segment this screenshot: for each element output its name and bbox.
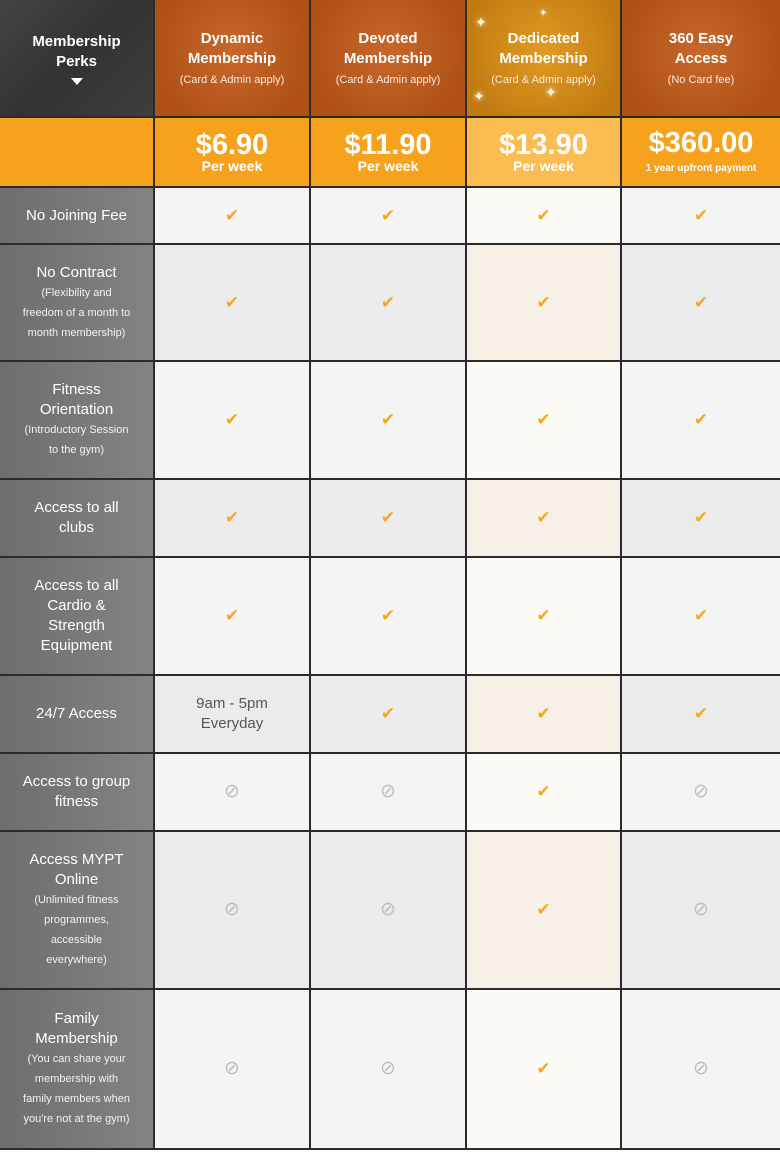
perk-description: (Unlimited fitness (34, 894, 119, 906)
plan-name: Membership (499, 49, 588, 67)
not-included-icon: ⊘ (380, 781, 396, 802)
perk-value-cell (467, 480, 622, 558)
perk-description: to the gym) (48, 444, 105, 456)
sparkle-icon: ✦ (539, 8, 548, 19)
perk-label-text: clubs (58, 519, 95, 536)
plan-note: (No Card fee) (667, 73, 735, 86)
checkmark-icon: ✔ (693, 508, 709, 527)
checkmark-icon: ✔ (536, 508, 551, 527)
sparkle-icon: ✦ (475, 14, 487, 30)
not-included-icon: ⊘ (693, 781, 709, 802)
checkmark-icon: ✔ (536, 292, 551, 312)
perk-value-cell (467, 754, 622, 832)
plan-name: Membership (343, 49, 433, 67)
perk-value-cell (311, 558, 467, 676)
perk-value-cell (155, 676, 311, 754)
checkmark-icon: ✔ (536, 410, 551, 429)
perk-label (0, 362, 155, 480)
not-included-icon: ⊘ (224, 1058, 240, 1079)
perk-value-cell (311, 676, 467, 754)
perk-value-cell (155, 558, 311, 676)
checkmark-icon: ✔ (536, 900, 551, 919)
perk-description: month membership) (27, 326, 126, 339)
not-included-icon: ⊘ (224, 781, 240, 802)
perk-value-cell (311, 245, 467, 362)
perk-value-cell (622, 480, 780, 558)
price-dedicated (467, 118, 622, 188)
not-included-icon: ⊘ (380, 1058, 396, 1079)
perk-value-cell (311, 832, 467, 990)
perk-value-cell (622, 188, 780, 245)
perk-value-cell (155, 754, 311, 832)
perk-label-text: 24/7 Access (36, 705, 117, 722)
price-amount: $6.90 (195, 129, 269, 161)
checkmark-icon: ✔ (536, 205, 551, 225)
perk-description: (You can share your (27, 1053, 126, 1065)
perk-value-cell (467, 558, 622, 676)
perk-value-cell (155, 832, 311, 990)
perk-description: everywhere) (46, 954, 107, 966)
perk-value-cell (311, 754, 467, 832)
perk-value-cell (622, 362, 780, 480)
perk-label (0, 832, 155, 990)
plan-header-360-easy-access[interactable] (622, 0, 780, 118)
perk-label (0, 754, 155, 832)
perk-value-cell (467, 188, 622, 245)
checkmark-icon: ✔ (693, 704, 709, 723)
perk-label (0, 990, 155, 1150)
checkmark-icon: ✔ (224, 508, 240, 527)
perk-value-cell (311, 362, 467, 480)
plan-header-devoted[interactable] (311, 0, 467, 118)
caret-down-icon[interactable] (71, 78, 83, 85)
perk-label-text: No Contract (36, 263, 117, 281)
perk-value-cell (311, 990, 467, 1150)
checkmark-icon: ✔ (693, 205, 709, 225)
plan-header-dedicated[interactable] (467, 0, 622, 118)
plan-note: (Card & Admin apply) (335, 73, 441, 86)
sparkle-icon: ✦ (473, 88, 485, 104)
plan-name: Devoted (358, 29, 418, 47)
plan-header-dynamic[interactable] (155, 0, 311, 118)
perks-title-line1: Membership (32, 32, 121, 50)
perk-description: (Introductory Session (24, 424, 129, 436)
perk-label-text: Cardio & (47, 597, 106, 614)
perk-value-cell (311, 188, 467, 245)
perk-label (0, 676, 155, 754)
plan-name: Access (674, 49, 728, 67)
checkmark-icon: ✔ (380, 704, 396, 723)
perk-value-cell (622, 832, 780, 990)
perk-label-text: Orientation (39, 401, 114, 418)
perk-label-text: Access MYPT (29, 851, 124, 868)
perk-description: family members when (23, 1093, 130, 1105)
perk-description: you're not at the gym) (23, 1113, 130, 1125)
not-included-icon: ⊘ (693, 1058, 709, 1079)
checkmark-icon: ✔ (380, 205, 396, 225)
perk-value-cell (622, 676, 780, 754)
perk-label (0, 245, 155, 362)
checkmark-icon: ✔ (380, 508, 396, 527)
plan-note: (Card & Admin apply) (179, 73, 285, 86)
perk-value-cell (467, 362, 622, 480)
checkmark-icon: ✔ (536, 1059, 551, 1078)
perk-value-cell (311, 480, 467, 558)
not-included-icon: ⊘ (693, 899, 709, 920)
checkmark-icon: ✔ (224, 292, 240, 312)
perk-label (0, 188, 155, 245)
perk-value-cell (622, 990, 780, 1150)
price-devoted (311, 118, 467, 188)
perk-value-cell (155, 990, 311, 1150)
checkmark-icon: ✔ (693, 410, 709, 429)
perk-value-cell (622, 754, 780, 832)
perk-value-cell (467, 245, 622, 362)
price-period: 1 year upfront payment (645, 163, 757, 174)
checkmark-icon: ✔ (224, 205, 240, 225)
perk-label (0, 558, 155, 676)
perk-label-text: Family (54, 1010, 99, 1027)
plan-note: (Card & Admin apply) (491, 73, 596, 86)
perk-label-text: Online (54, 871, 99, 888)
perk-value-cell (155, 362, 311, 480)
price-period: Per week (357, 158, 419, 174)
perk-label-text: Fitness (52, 381, 101, 398)
price-amount: $13.90 (499, 129, 588, 161)
perk-value-cell (622, 245, 780, 362)
checkmark-icon: ✔ (693, 606, 709, 625)
plan-name: 360 Easy (668, 29, 734, 47)
checkmark-icon: ✔ (380, 410, 396, 429)
perk-description: (Flexibility and (41, 286, 112, 299)
checkmark-icon: ✔ (536, 606, 551, 625)
perk-value-cell (467, 832, 622, 990)
price-dynamic (155, 118, 311, 188)
price-360-easy-access (622, 118, 780, 188)
price-amount: $360.00 (648, 127, 754, 159)
perk-label-text: Access to all (34, 577, 119, 594)
perk-label-text: fitness (54, 793, 99, 810)
perks-header[interactable] (0, 0, 155, 118)
perk-value-cell (622, 558, 780, 676)
perks-title-line2: Perks (56, 52, 97, 70)
perk-label-text: Access to group (22, 773, 131, 790)
checkmark-icon: ✔ (380, 606, 396, 625)
perk-value-cell (155, 188, 311, 245)
price-period: Per week (513, 158, 574, 174)
perk-label-text: Strength (48, 617, 105, 634)
perk-label-text: No Joining Fee (26, 206, 127, 224)
plan-name: Dedicated (507, 29, 580, 47)
checkmark-icon: ✔ (536, 704, 551, 723)
perk-description: freedom of a month to (22, 306, 131, 319)
perk-description: membership with (34, 1073, 119, 1085)
perk-label-text: Equipment (40, 637, 113, 654)
perk-value-text: Everyday (200, 715, 264, 732)
price-period: Per week (201, 158, 263, 174)
checkmark-icon: ✔ (224, 606, 240, 625)
price-row-spacer (0, 118, 155, 188)
perk-label-text: Membership (35, 1030, 118, 1047)
perk-value-cell (155, 480, 311, 558)
not-included-icon: ⊘ (380, 899, 396, 920)
perk-label (0, 480, 155, 558)
perk-description: accessible (50, 934, 103, 946)
perk-description: programmes, (44, 914, 109, 926)
checkmark-icon: ✔ (693, 292, 709, 312)
perk-label-text: Access to all (34, 499, 119, 516)
checkmark-icon: ✔ (380, 292, 396, 312)
checkmark-icon: ✔ (536, 782, 551, 801)
plan-name: Dynamic (200, 29, 264, 47)
perk-value-text: 9am - 5pm (196, 695, 268, 712)
plan-name: Membership (187, 49, 277, 67)
price-amount: $11.90 (344, 129, 432, 161)
perk-value-cell (467, 990, 622, 1150)
perk-value-cell (467, 676, 622, 754)
perk-value-cell (155, 245, 311, 362)
checkmark-icon: ✔ (224, 410, 240, 429)
not-included-icon: ⊘ (224, 899, 240, 920)
sparkle-icon: ✦ (545, 84, 557, 100)
